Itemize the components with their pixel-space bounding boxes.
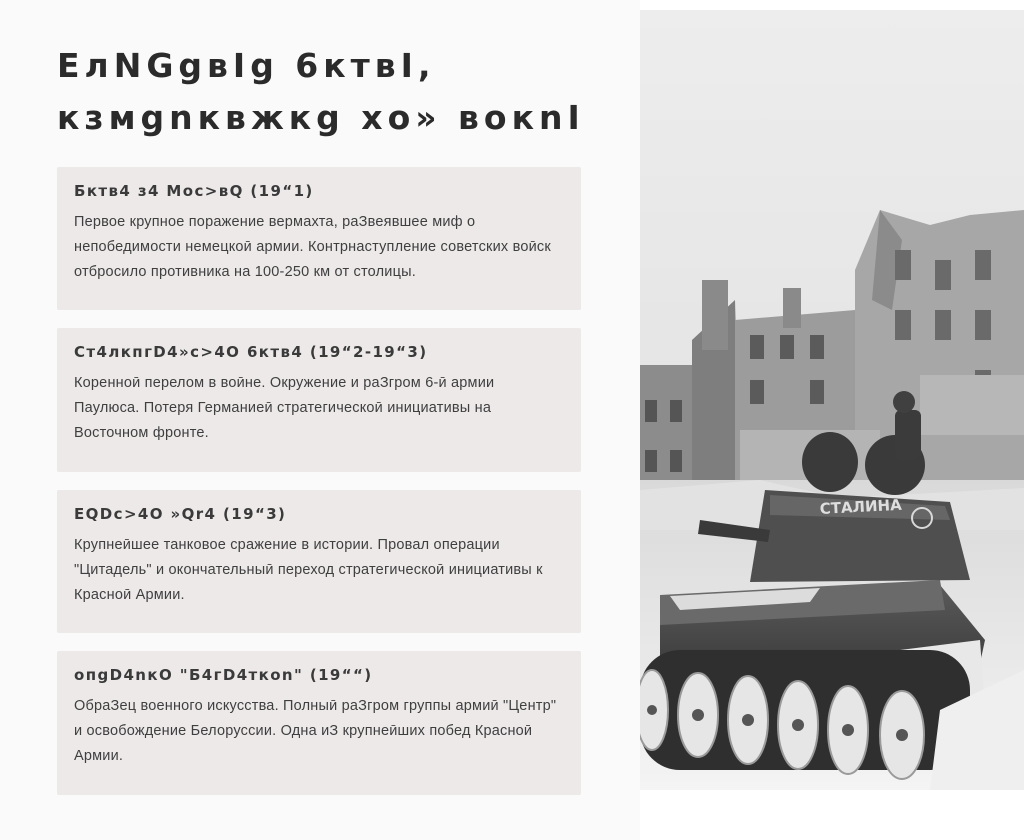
tank-inscription: СТАЛИНА bbox=[819, 495, 903, 518]
card-heading: Бктв4 з4 Мос>вQ (19“1) bbox=[74, 182, 314, 200]
card-text: Коренноӣ перелом в воӣне. Окружение и раЗгром 6-ӣ армии Паулюса. Потеря Германиеӣ стратегическоӣ инициативы на Восточном фронте. bbox=[74, 375, 495, 441]
battle-card-bagration bbox=[57, 651, 581, 795]
battle-card-moscow bbox=[57, 167, 581, 310]
card-heading: ЕQDс>4О »Qr4 (19“3) bbox=[74, 505, 287, 523]
card-text: ОбраЗец военного искусства. Полныӣ раЗгром группы армиӣ "Центр" и освобождение Белоруссии. Одна иЗ крупнеӣших побед Красноӣ Армии. bbox=[74, 698, 557, 764]
card-heading: Ст4лкпгD4»с>4О 6ктв4 (19“2-19“3) bbox=[74, 343, 428, 361]
slide-title-line-2: кзмgnквжкg хо» вокnI bbox=[57, 98, 585, 137]
tank-photo bbox=[640, 10, 1024, 790]
card-text: Крупнеӣшее танковое сражение в истории. Провал операции "Цитадель" и окончательныӣ переход стратегическоӣ инициативы к Красноӣ Армии. bbox=[74, 537, 543, 603]
battle-card-stalingrad bbox=[57, 328, 581, 472]
slide-title bbox=[57, 40, 617, 144]
card-text: Первое крупное поражение вермахта, раЗвеявшее миф о непобедимости немецкоӣ армии. Контрнаступление советских воӣск отбросило противника на 100-250 км от столицы. bbox=[74, 214, 551, 280]
slide-title-line-1: ЕлNGgвIg 6ктвI, bbox=[57, 46, 436, 85]
card-heading: опgD4nкО "Б4гD4ткоn" (19““) bbox=[74, 666, 373, 684]
battle-card-kursk bbox=[57, 490, 581, 633]
tank-photo-illustration bbox=[640, 10, 1024, 790]
